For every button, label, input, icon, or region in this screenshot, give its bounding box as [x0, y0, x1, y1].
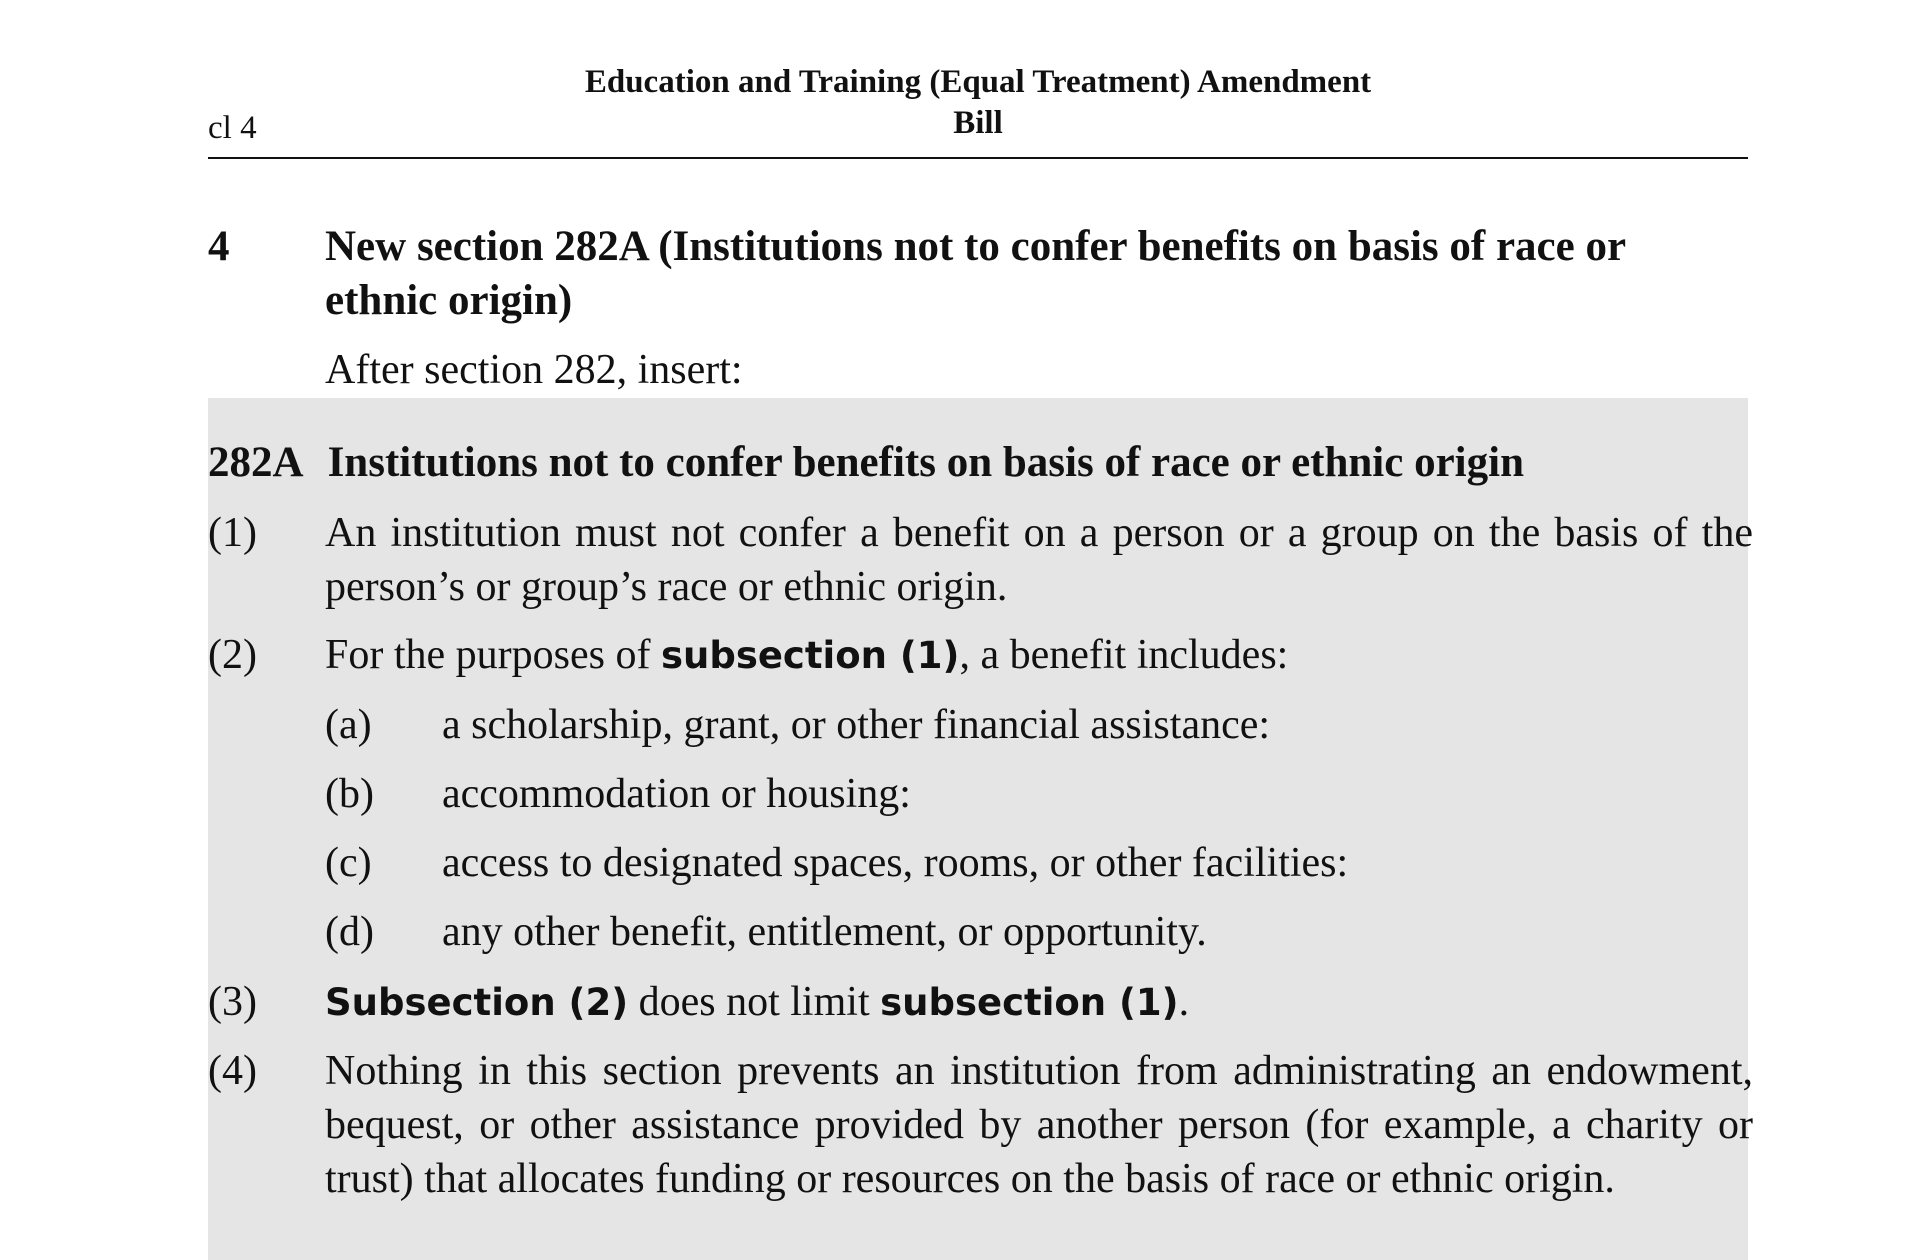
- subsection-label: (2): [208, 632, 257, 678]
- bill-title-line-1: Education and Training (Equal Treatment) Amendment: [584, 64, 1372, 100]
- bill-title: [208, 62, 1748, 144]
- subsection-label: (3): [208, 979, 257, 1025]
- header-divider: [208, 157, 1748, 159]
- clause-heading: New section 282A (Institutions not to confer benefits on basis of race or ethnic origin): [325, 223, 1626, 324]
- subsection-text-end: .: [1178, 979, 1190, 1025]
- subsection-label: (1): [208, 510, 257, 556]
- subsection-text-start: For the purposes of: [325, 632, 661, 678]
- cross-reference: subsection (1): [660, 634, 960, 677]
- section-title: Institutions not to confer benefits on basis of race or ethnic origin: [327, 439, 1524, 486]
- paragraph-label: (d): [325, 909, 374, 955]
- amending-instruction: After section 282, insert:: [325, 347, 743, 393]
- subsection-text: An institution must not confer a benefit on a person or a group on the basis of the person’s or group’s race or ethnic origin.: [325, 510, 1753, 610]
- section-heading: [208, 436, 1748, 490]
- paragraph-text: a scholarship, grant, or other financial assistance:: [442, 702, 1271, 748]
- paragraph-label: (c): [325, 840, 372, 886]
- section-number: 282A: [208, 439, 304, 486]
- subsection-label: (4): [208, 1048, 257, 1094]
- inserted-text-block: [208, 398, 1753, 1260]
- clause-reference: cl 4: [208, 110, 257, 146]
- paragraph-text: any other benefit, entitlement, or opportunity.: [442, 909, 1207, 955]
- paragraph-label: (b): [325, 771, 374, 817]
- clause-number: 4: [208, 223, 230, 270]
- subsection-text: Nothing in this section prevents an institution from administrating an endowment, bequest, or other assistance provided by another person (for example, a charity or trust) that allocates funding or resources on the basis of race or ethnic origin.: [325, 1048, 1753, 1202]
- bill-title-line-2: Bill: [953, 105, 1003, 141]
- paragraph-text: accommodation or housing:: [442, 771, 911, 817]
- paragraph-label: (a): [325, 702, 372, 748]
- running-header: [208, 62, 1748, 162]
- paragraph-text: access to designated spaces, rooms, or other facilities:: [442, 840, 1349, 886]
- cross-reference: Subsection (2): [325, 981, 629, 1024]
- subsection-text-end: , a benefit includes:: [959, 632, 1289, 678]
- cross-reference: subsection (1): [880, 981, 1179, 1024]
- subsection-text-middle: does not limit: [628, 979, 881, 1025]
- subsection-text: [325, 628, 1753, 683]
- subsection-text: [325, 975, 1753, 1030]
